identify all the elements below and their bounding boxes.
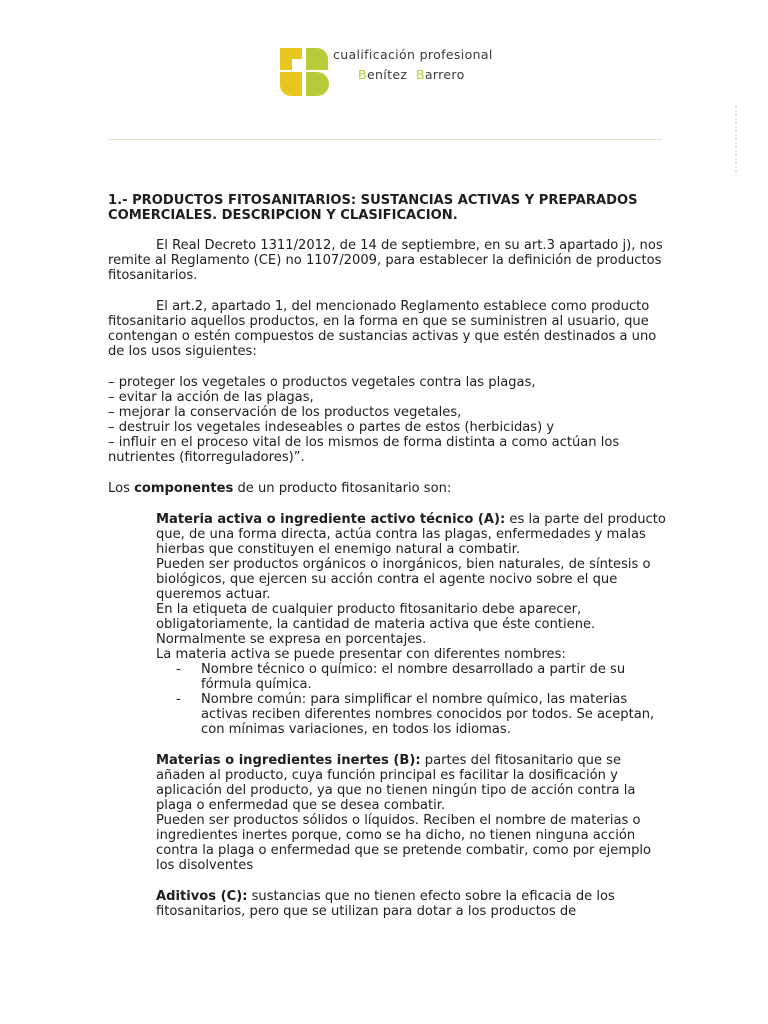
section-c-intro: Aditivos (C): sustancias que no tienen efecto sobre la eficacia de los fitosanitarios, pero que se utilizan para dotar a los productos de: [156, 889, 615, 919]
paragraph-components: Los componentes de un producto fitosanitario son:: [108, 481, 452, 496]
names-list: [156, 662, 668, 737]
cb-logo-mark-icon: [278, 46, 330, 98]
section-c: [156, 889, 668, 919]
section-a-intro: Materia activa o ingrediente activo técnico (A): es la parte del producto que, de una forma directa, actúa contra las plagas, enfermedades y malas hierbas que constituyen el enemigo natural a combatir.: [156, 512, 666, 557]
list-item: – influir en el proceso vital de los mismos de forma distinta a como actúan los nutrientes (fitorreguladores)”.: [108, 435, 620, 465]
page-edge-marker: [735, 106, 737, 172]
list-item: - Nombre técnico o químico: el nombre desarrollado a partir de su fórmula química.: [176, 662, 626, 692]
list-item: - Nombre común: para simplificar el nombre químico, las materias activas reciben diferentes nombres conocidos por todos. Se aceptan, con mínimas variaciones, en todos los idiomas.: [176, 692, 655, 737]
dash-bullet: -: [176, 692, 181, 707]
section-a-heading: Materia activa o ingrediente activo técnico (A):: [156, 512, 506, 527]
brand-initial-b1: B: [358, 67, 367, 82]
paragraph-decree: El Real Decreto 1311/2012, de 14 de septiembre, en su art.3 apartado j), nos remite al Reglamento (CE) no 1107/2009, para establecer la definición de productos fitosanitarios.: [108, 238, 663, 283]
document-body: [108, 193, 668, 919]
section-b-intro: Materias o ingredientes inertes (B): partes del fitosanitario que se añaden al producto, cuya función principal es facilitar la dosificación y aplicación del producto, ya que no tienen ningún tipo de acción contra la plaga o enfermedad que se desea combatir.: [156, 753, 636, 813]
section-b-line: Pueden ser productos sólidos o líquidos. Reciben el nombre de materias o ingredientes inertes porque, como se ha dicho, no tienen ninguna acción contra la plaga o enfermedad que se pretende combatir, como por ejemplo los disolventes: [156, 813, 652, 873]
list-item: – proteger los vegetales o productos vegetales contra las plagas,: [108, 375, 536, 390]
section-a-line: Pueden ser productos orgánicos o inorgánicos, bien naturales, de síntesis o biológicos, que ejercen su acción contra el agente nocivo sobre el que queremos actuar.: [156, 557, 651, 602]
list-item: – evitar la acción de las plagas,: [108, 390, 314, 405]
brand-initial-b2: B: [415, 67, 425, 82]
section-b-heading: Materias o ingredientes inertes (B):: [156, 753, 421, 768]
brand-name-line2: [358, 67, 465, 82]
components-bold: componentes: [134, 481, 234, 496]
section-a: [156, 512, 668, 737]
brand-name-line1: cualificación profesional: [333, 47, 493, 62]
uses-list: [108, 375, 668, 465]
brand-word2-rest: arrero: [424, 67, 465, 82]
header-divider: [108, 139, 662, 140]
section-b: [156, 753, 668, 873]
section-title: 1.- PRODUCTOS FITOSANITARIOS: SUSTANCIAS ACTIVAS Y PREPARADOS COMERCIALES. DESCRIPCION Y CLASIFICACION.: [108, 193, 638, 223]
list-item: – destruir los vegetales indeseables o partes de estos (herbicidas) y: [108, 420, 555, 435]
section-a-line: En la etiqueta de cualquier producto fitosanitario debe aparecer, obligatoriamente, la cantidad de materia activa que éste contiene.: [156, 602, 596, 632]
brand-word1-rest: enítez: [366, 67, 408, 82]
dash-bullet: -: [176, 662, 181, 677]
section-a-line: Normalmente se expresa en porcentajes.: [156, 632, 427, 647]
company-logo: [278, 46, 498, 98]
list-item: – mejorar la conservación de los productos vegetales,: [108, 405, 462, 420]
section-c-heading: Aditivos (C):: [156, 889, 248, 904]
paragraph-definition: El art.2, apartado 1, del mencionado Reglamento establece como producto fitosanitario aquellos productos, en la forma en que se suministren al usuario, que contengan o estén compuestos de sustancias activas y que estén destinados a uno de los usos siguientes:: [108, 299, 657, 359]
section-a-line: La materia activa se puede presentar con diferentes nombres:: [156, 647, 566, 662]
